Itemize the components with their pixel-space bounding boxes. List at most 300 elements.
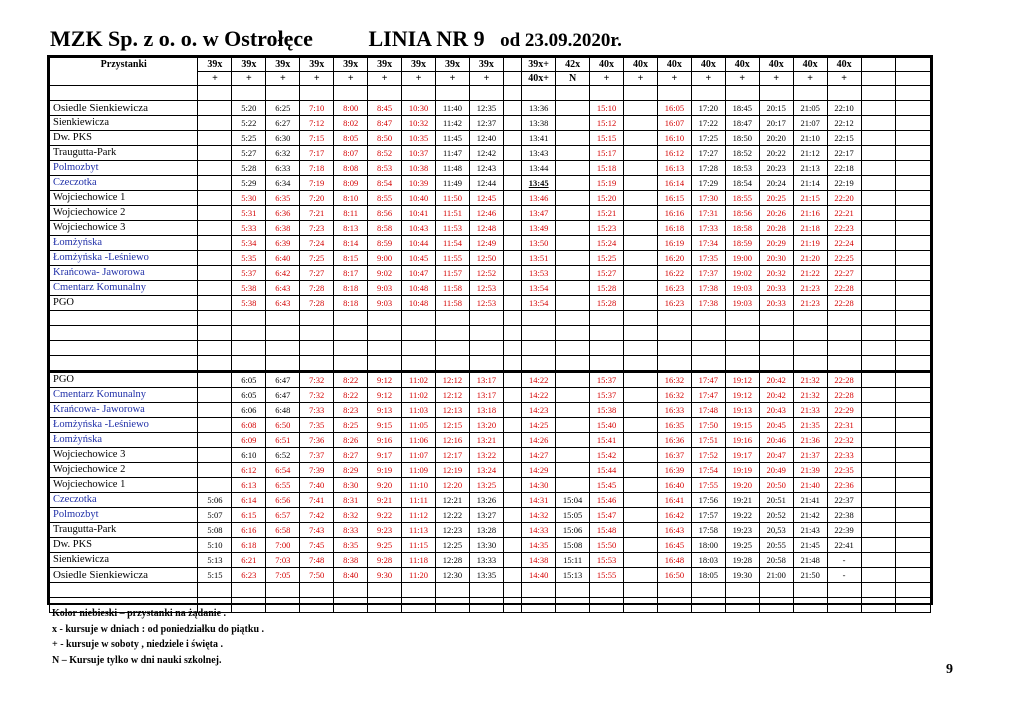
course-header-sub: + <box>368 72 402 86</box>
departure-time <box>402 356 436 372</box>
departure-time: 15:47 <box>590 508 624 523</box>
stop-name <box>50 583 198 598</box>
departure-time: 6:27 <box>266 116 300 131</box>
departure-time: 12:42 <box>469 146 503 161</box>
departure-time: 9:17 <box>368 448 402 463</box>
table-row <box>50 372 931 388</box>
departure-time <box>402 341 436 356</box>
departure-time: 8:53 <box>368 161 402 176</box>
departure-time <box>368 356 402 372</box>
departure-time: 5:06 <box>198 493 232 508</box>
departure-time <box>896 583 931 598</box>
departure-time: 12:35 <box>469 101 503 116</box>
departure-time <box>402 86 436 101</box>
departure-time <box>556 598 590 613</box>
departure-time: 17:52 <box>691 448 725 463</box>
course-header: 40x <box>759 58 793 72</box>
departure-time <box>861 478 896 493</box>
departure-time: 10:45 <box>402 251 436 266</box>
course-header-sub: 40x+ <box>522 72 556 86</box>
course-header-sub: + <box>827 72 861 86</box>
departure-time: 14:23 <box>522 403 556 418</box>
departure-time: 7:28 <box>300 296 334 311</box>
stop-name: Krańcowa- Jaworowa <box>50 266 198 281</box>
departure-time <box>266 598 300 613</box>
departure-time: 17:55 <box>691 478 725 493</box>
company-name: MZK Sp. z o. o. w Ostrołęce <box>50 26 313 51</box>
departure-time: 16:23 <box>657 296 691 311</box>
departure-time <box>691 583 725 598</box>
stops-header: Przystanki <box>50 58 198 86</box>
departure-time: 15:18 <box>590 161 624 176</box>
departure-time <box>827 311 861 326</box>
departure-time <box>861 251 896 266</box>
departure-time <box>198 448 232 463</box>
departure-time: 7:15 <box>300 131 334 146</box>
departure-time <box>556 356 590 372</box>
stop-name: Dw. PKS <box>50 131 198 146</box>
departure-time: 21:16 <box>793 206 827 221</box>
departure-time <box>624 161 658 176</box>
departure-time <box>896 433 931 448</box>
departure-time <box>266 583 300 598</box>
departure-time: 22:28 <box>827 296 861 311</box>
course-header: 39x <box>198 58 232 72</box>
departure-time: 20:29 <box>759 236 793 251</box>
departure-time: 20:32 <box>759 266 793 281</box>
departure-time: 20:28 <box>759 221 793 236</box>
departure-time: 21:48 <box>793 553 827 568</box>
departure-time: 21:22 <box>793 266 827 281</box>
departure-time: 14:40 <box>522 568 556 583</box>
departure-time <box>896 523 931 538</box>
departure-time: 14:25 <box>522 418 556 433</box>
departure-time: 6:18 <box>232 538 266 553</box>
departure-time <box>198 341 232 356</box>
departure-time <box>861 553 896 568</box>
course-header: 39x+ <box>522 58 556 72</box>
departure-time <box>368 341 402 356</box>
departure-time <box>232 341 266 356</box>
departure-time: 12:12 <box>436 388 470 403</box>
stop-name: Traugutta-Park <box>50 146 198 161</box>
table-row <box>50 236 931 251</box>
departure-time <box>198 206 232 221</box>
departure-time <box>624 388 658 403</box>
stop-name: Polmozbyt <box>50 161 198 176</box>
departure-time <box>556 101 590 116</box>
course-header: 40x <box>793 58 827 72</box>
departure-time <box>503 206 521 221</box>
departure-time: 12:44 <box>469 176 503 191</box>
table-row <box>50 266 931 281</box>
departure-time: 6:43 <box>266 296 300 311</box>
departure-time <box>861 583 896 598</box>
departure-time <box>896 161 931 176</box>
departure-time <box>691 341 725 356</box>
departure-time <box>861 568 896 583</box>
departure-time: 5:08 <box>198 523 232 538</box>
departure-time: 9:03 <box>368 281 402 296</box>
table-row <box>50 583 931 598</box>
departure-time <box>522 86 556 101</box>
departure-time: 15:28 <box>590 281 624 296</box>
departure-time <box>861 311 896 326</box>
departure-time: 9:21 <box>368 493 402 508</box>
departure-time: 12:49 <box>469 236 503 251</box>
table-row <box>50 101 931 116</box>
departure-time <box>793 598 827 613</box>
departure-time: 21:18 <box>793 221 827 236</box>
departure-time: 10:43 <box>402 221 436 236</box>
departure-time: 18:54 <box>725 176 759 191</box>
stop-name <box>50 356 198 372</box>
departure-time: 13:50 <box>522 236 556 251</box>
departure-time <box>624 221 658 236</box>
departure-time <box>624 583 658 598</box>
departure-time <box>759 598 793 613</box>
departure-time: 8:30 <box>334 478 368 493</box>
departure-time <box>300 311 334 326</box>
departure-time: 15:37 <box>590 388 624 403</box>
departure-time <box>896 478 931 493</box>
departure-time: 10:39 <box>402 176 436 191</box>
departure-time: 17:29 <box>691 176 725 191</box>
departure-time: 15:55 <box>590 568 624 583</box>
departure-time: 11:18 <box>402 553 436 568</box>
table-row <box>50 176 931 191</box>
stop-name <box>50 341 198 356</box>
departure-time: 11:57 <box>436 266 470 281</box>
departure-time: 16:37 <box>657 448 691 463</box>
departure-time <box>861 538 896 553</box>
departure-time: 15:11 <box>556 553 590 568</box>
course-header: 39x <box>232 58 266 72</box>
departure-time: 6:05 <box>232 372 266 388</box>
departure-time <box>861 372 896 388</box>
timetable <box>47 55 933 605</box>
departure-time <box>624 508 658 523</box>
departure-time: 8:22 <box>334 372 368 388</box>
departure-time: 19:03 <box>725 281 759 296</box>
course-header-sub: + <box>300 72 334 86</box>
departure-time <box>590 598 624 613</box>
departure-time <box>503 448 521 463</box>
departure-time: 19:17 <box>725 448 759 463</box>
departure-time <box>624 553 658 568</box>
departure-time: 21:13 <box>793 161 827 176</box>
course-header: 40x <box>657 58 691 72</box>
departure-time <box>556 341 590 356</box>
departure-time: 21:23 <box>793 296 827 311</box>
departure-time: 12:15 <box>436 418 470 433</box>
departure-time <box>503 326 521 341</box>
departure-time: 19:02 <box>725 266 759 281</box>
departure-time <box>759 583 793 598</box>
legend-note: x - kursuje w dniach : od poniedziałku do piątku . <box>52 623 265 635</box>
departure-time: 15:04 <box>556 493 590 508</box>
departure-time: 15:42 <box>590 448 624 463</box>
departure-time <box>725 356 759 372</box>
departure-time <box>556 206 590 221</box>
departure-time: 13:46 <box>522 191 556 206</box>
departure-time <box>334 341 368 356</box>
departure-time <box>503 86 521 101</box>
departure-time <box>691 356 725 372</box>
departure-time <box>503 372 521 388</box>
departure-time: 13:41 <box>522 131 556 146</box>
departure-time: 7:35 <box>300 418 334 433</box>
legend-note: + - kursuje w soboty , niedziele i święta . <box>52 639 223 650</box>
departure-time <box>503 598 521 613</box>
stop-name <box>50 86 198 101</box>
departure-time: 20:33 <box>759 281 793 296</box>
departure-time: 11:02 <box>402 372 436 388</box>
departure-time: 18:45 <box>725 101 759 116</box>
table-row <box>50 433 931 448</box>
departure-time: 6:38 <box>266 221 300 236</box>
departure-time <box>861 388 896 403</box>
departure-time <box>624 403 658 418</box>
departure-time: 14:29 <box>522 463 556 478</box>
departure-time <box>503 478 521 493</box>
course-header-sub: + <box>759 72 793 86</box>
departure-time: 7:05 <box>266 568 300 583</box>
departure-time <box>503 341 521 356</box>
departure-time <box>896 448 931 463</box>
departure-time: 8:55 <box>368 191 402 206</box>
departure-time <box>503 538 521 553</box>
departure-time <box>334 598 368 613</box>
course-header: 40x <box>624 58 658 72</box>
departure-time: 22:25 <box>827 251 861 266</box>
table-row <box>50 281 931 296</box>
departure-time <box>198 463 232 478</box>
departure-time: 10:40 <box>402 191 436 206</box>
departure-time <box>861 356 896 372</box>
departure-time <box>896 598 931 613</box>
table-row <box>50 448 931 463</box>
departure-time: 11:48 <box>436 161 470 176</box>
departure-time: 11:53 <box>436 221 470 236</box>
course-header: 40x <box>590 58 624 72</box>
departure-time <box>436 356 470 372</box>
departure-time: 17:31 <box>691 206 725 221</box>
departure-time <box>556 281 590 296</box>
departure-time: 11:11 <box>402 493 436 508</box>
departure-time: 11:07 <box>402 448 436 463</box>
course-header-sub <box>896 72 931 86</box>
departure-time: 7:18 <box>300 161 334 176</box>
departure-time: 17:33 <box>691 221 725 236</box>
departure-time: 16:41 <box>657 493 691 508</box>
departure-time <box>896 403 931 418</box>
departure-time: 22:19 <box>827 176 861 191</box>
departure-time: 14:27 <box>522 448 556 463</box>
departure-time <box>266 326 300 341</box>
departure-time <box>556 372 590 388</box>
departure-time: - <box>827 568 861 583</box>
departure-time: 8:09 <box>334 176 368 191</box>
departure-time <box>896 146 931 161</box>
departure-time: 11:45 <box>436 131 470 146</box>
departure-time: 19:16 <box>725 433 759 448</box>
course-header-sub: + <box>469 72 503 86</box>
departure-time <box>368 311 402 326</box>
departure-time: 14:22 <box>522 372 556 388</box>
departure-time: 13:28 <box>469 523 503 538</box>
departure-time <box>556 161 590 176</box>
departure-time: 19:12 <box>725 388 759 403</box>
table-row <box>50 341 931 356</box>
departure-time: 15:46 <box>590 493 624 508</box>
departure-time: 9:19 <box>368 463 402 478</box>
table-row <box>50 478 931 493</box>
departure-time <box>402 598 436 613</box>
departure-time: 6:05 <box>232 388 266 403</box>
departure-time: 22:12 <box>827 116 861 131</box>
departure-time: 20:51 <box>759 493 793 508</box>
departure-time: 5:35 <box>232 251 266 266</box>
stop-name: Łomżyńska <box>50 433 198 448</box>
departure-time: 11:58 <box>436 281 470 296</box>
departure-time: 6:36 <box>266 206 300 221</box>
departure-time <box>300 583 334 598</box>
departure-time: 7:00 <box>266 538 300 553</box>
departure-time <box>657 86 691 101</box>
departure-time: 17:54 <box>691 463 725 478</box>
departure-time <box>556 146 590 161</box>
departure-time: 8:07 <box>334 146 368 161</box>
departure-time: 22:35 <box>827 463 861 478</box>
departure-time: 22:21 <box>827 206 861 221</box>
table-row <box>50 418 931 433</box>
departure-time <box>198 403 232 418</box>
departure-time: 15:48 <box>590 523 624 538</box>
departure-time: 7:28 <box>300 281 334 296</box>
departure-time <box>469 341 503 356</box>
departure-time <box>503 146 521 161</box>
table-row <box>50 296 931 311</box>
departure-time: 21:07 <box>793 116 827 131</box>
departure-time: 16:42 <box>657 508 691 523</box>
departure-time: 6:33 <box>266 161 300 176</box>
departure-time: 11:02 <box>402 388 436 403</box>
departure-time <box>691 311 725 326</box>
departure-time <box>368 86 402 101</box>
departure-time: 12:28 <box>436 553 470 568</box>
departure-time <box>266 86 300 101</box>
departure-time: 12:22 <box>436 508 470 523</box>
departure-time: 7:24 <box>300 236 334 251</box>
departure-time <box>232 583 266 598</box>
departure-time: 11:03 <box>402 403 436 418</box>
departure-time <box>861 433 896 448</box>
departure-time <box>266 341 300 356</box>
departure-time <box>896 388 931 403</box>
departure-time: 7:43 <box>300 523 334 538</box>
departure-time <box>503 508 521 523</box>
departure-time: 21:05 <box>793 101 827 116</box>
departure-time <box>556 583 590 598</box>
departure-time <box>300 326 334 341</box>
departure-time: 15:23 <box>590 221 624 236</box>
departure-time: 9:20 <box>368 478 402 493</box>
departure-time: 10:35 <box>402 131 436 146</box>
departure-time: 6:57 <box>266 508 300 523</box>
departure-time: 11:47 <box>436 146 470 161</box>
departure-time: 13:47 <box>522 206 556 221</box>
departure-time <box>896 508 931 523</box>
departure-time: 12:40 <box>469 131 503 146</box>
departure-time: 16:45 <box>657 538 691 553</box>
departure-time: 18:50 <box>725 131 759 146</box>
departure-time <box>198 116 232 131</box>
departure-time: 16:12 <box>657 146 691 161</box>
departure-time: 11:05 <box>402 418 436 433</box>
departure-time: 20:17 <box>759 116 793 131</box>
departure-time: 8:22 <box>334 388 368 403</box>
departure-time: 5:27 <box>232 146 266 161</box>
departure-time: 19:00 <box>725 251 759 266</box>
departure-time: 15:12 <box>590 116 624 131</box>
course-header-sub: + <box>266 72 300 86</box>
departure-time <box>861 418 896 433</box>
departure-time <box>503 403 521 418</box>
table-row <box>50 206 931 221</box>
departure-time: 15:27 <box>590 266 624 281</box>
departure-time: 6:15 <box>232 508 266 523</box>
departure-time: 15:24 <box>590 236 624 251</box>
departure-time <box>624 311 658 326</box>
departure-time: 8:47 <box>368 116 402 131</box>
departure-time <box>503 281 521 296</box>
departure-time <box>861 236 896 251</box>
departure-time <box>861 86 896 101</box>
departure-time: 11:54 <box>436 236 470 251</box>
table-row <box>50 146 931 161</box>
departure-time <box>503 251 521 266</box>
departure-time: 21:39 <box>793 463 827 478</box>
departure-time: 15:40 <box>590 418 624 433</box>
departure-time: 14:22 <box>522 388 556 403</box>
departure-time <box>861 161 896 176</box>
table-row <box>50 356 931 372</box>
departure-time: 21:10 <box>793 131 827 146</box>
departure-time <box>896 296 931 311</box>
stop-name: PGO <box>50 372 198 388</box>
stop-name: Wojciechowice 2 <box>50 206 198 221</box>
departure-time <box>198 478 232 493</box>
departure-time: 6:43 <box>266 281 300 296</box>
departure-time <box>624 101 658 116</box>
departure-time: 12:46 <box>469 206 503 221</box>
departure-time: 13:38 <box>522 116 556 131</box>
departure-time: 5:15 <box>198 568 232 583</box>
departure-time: 17:56 <box>691 493 725 508</box>
stop-name: Osiedle Sienkiewicza <box>50 101 198 116</box>
departure-time: 11:51 <box>436 206 470 221</box>
departure-time <box>861 116 896 131</box>
departure-time: 22:18 <box>827 161 861 176</box>
departure-time: - <box>827 553 861 568</box>
departure-time <box>503 418 521 433</box>
departure-time <box>896 553 931 568</box>
course-header-sub: + <box>793 72 827 86</box>
departure-time: 17:58 <box>691 523 725 538</box>
departure-time: 18:52 <box>725 146 759 161</box>
departure-time: 12:30 <box>436 568 470 583</box>
